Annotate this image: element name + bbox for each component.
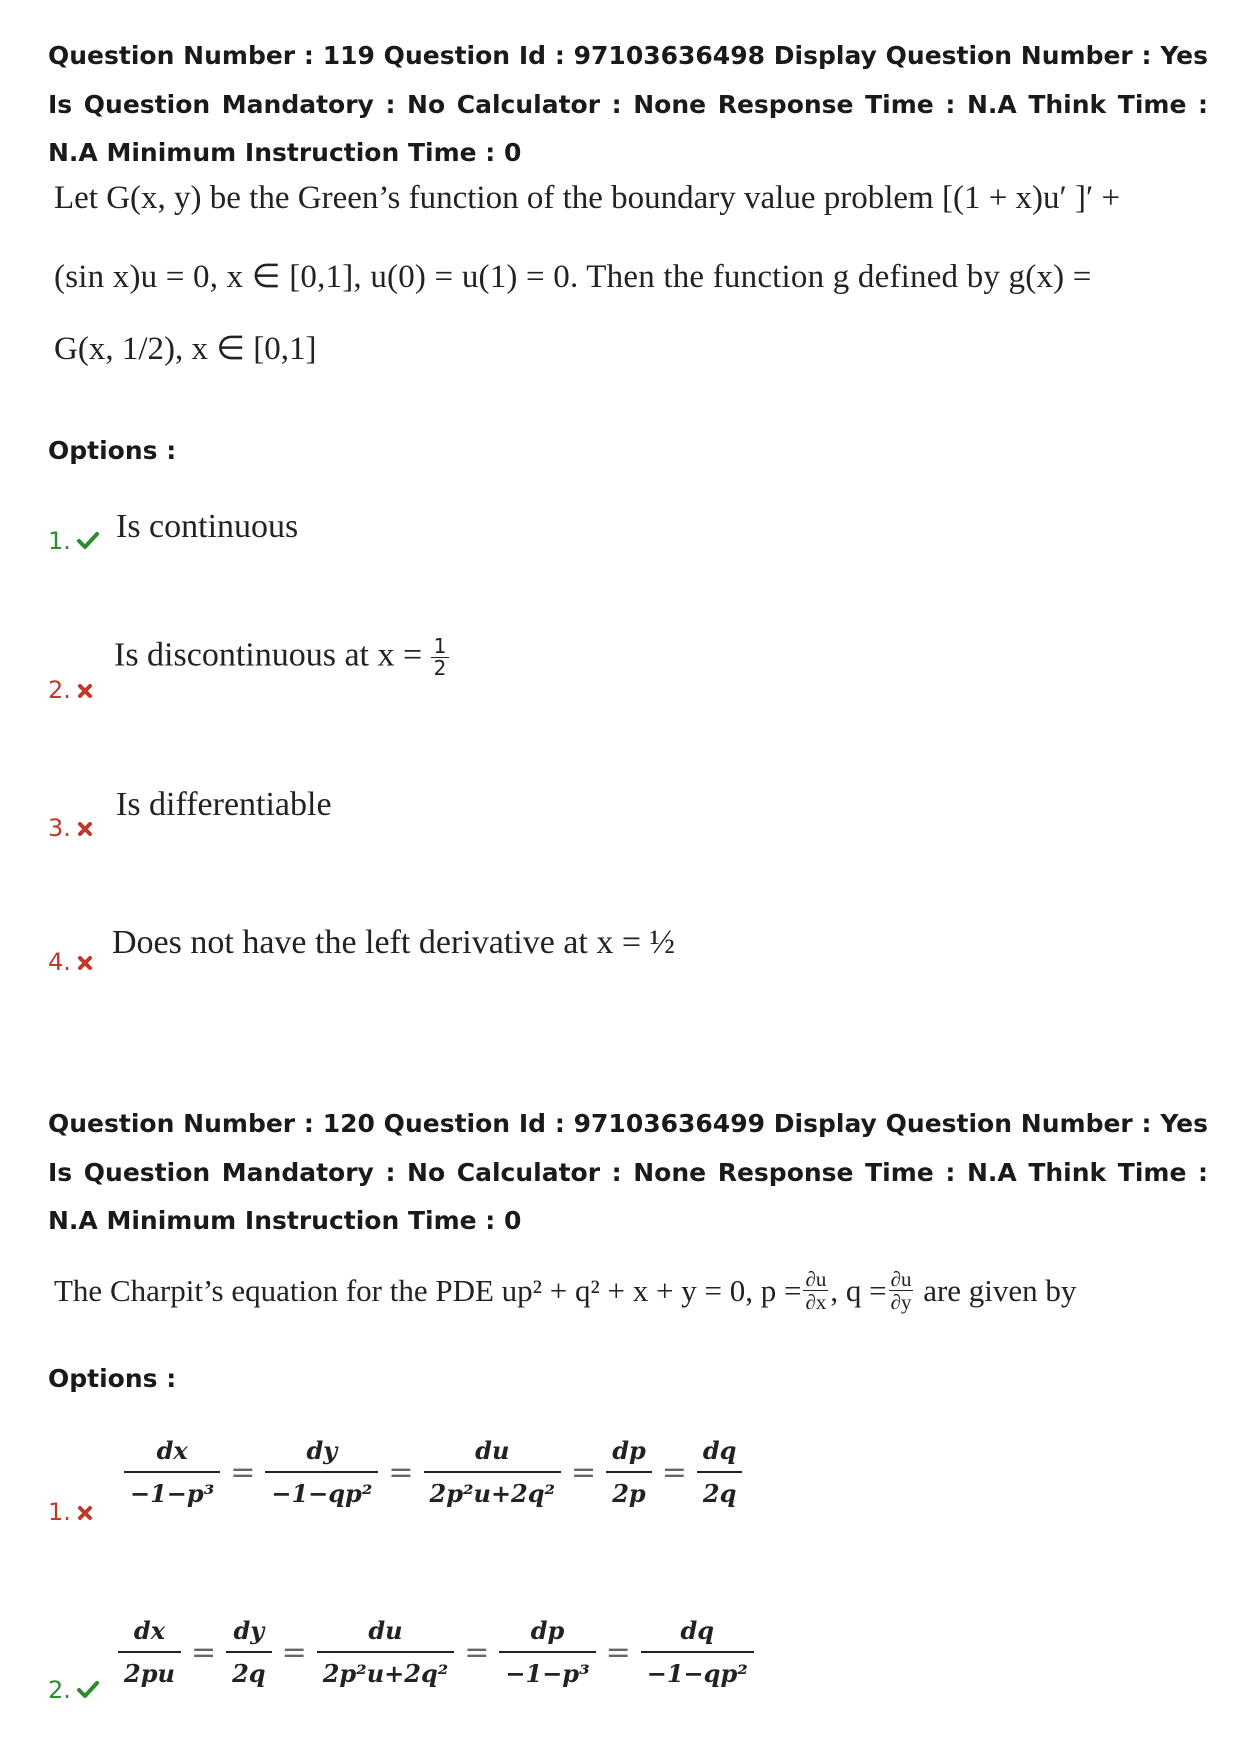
question-stem-line-3: G(x, 1/2), x ∈ [0,1] bbox=[54, 331, 317, 367]
option-text bbox=[114, 636, 449, 679]
fraction-numerator: 1 bbox=[431, 636, 450, 658]
eq-fraction bbox=[118, 1616, 181, 1688]
eq-fraction bbox=[317, 1616, 455, 1688]
eq-fraction bbox=[499, 1616, 595, 1688]
eq-numerator: dp bbox=[530, 1616, 565, 1645]
fraction-one-half bbox=[431, 636, 450, 679]
equals-sign: = bbox=[661, 1454, 687, 1490]
pd-denominator: ∂x bbox=[805, 1290, 827, 1315]
check-icon bbox=[77, 528, 99, 556]
option-number-text: 2. bbox=[48, 1676, 71, 1704]
eq-denominator: 2p²u+2q² bbox=[317, 1651, 455, 1688]
eq-fraction bbox=[226, 1616, 271, 1688]
eq-fraction bbox=[697, 1436, 743, 1508]
pd-denominator: ∂y bbox=[890, 1290, 912, 1315]
equals-sign: = bbox=[230, 1454, 256, 1490]
option-number-text: 4. bbox=[48, 948, 71, 976]
equals-sign: = bbox=[464, 1634, 490, 1670]
option-number bbox=[48, 814, 93, 843]
option-text-main: Is discontinuous at x = bbox=[114, 636, 423, 674]
check-icon bbox=[77, 1677, 99, 1705]
question-stem-line-2: (sin x)u = 0, x ∈ [0,1], u(0) = u(1) = 0. Then the function g defined by g(x) = bbox=[54, 259, 1092, 295]
eq-numerator: dx bbox=[156, 1436, 188, 1465]
eq-numerator: dq bbox=[702, 1436, 737, 1465]
eq-numerator: dy bbox=[233, 1616, 265, 1645]
pd-numerator: ∂u bbox=[805, 1267, 827, 1291]
eq-fraction bbox=[606, 1436, 652, 1508]
fraction-denominator: 2 bbox=[433, 656, 447, 680]
option-number-text: 2. bbox=[48, 676, 71, 704]
option-equation bbox=[118, 1436, 748, 1508]
partial-derivative bbox=[889, 1268, 914, 1313]
equals-sign: = bbox=[281, 1634, 307, 1670]
option-number bbox=[48, 527, 99, 556]
eq-denominator: 2q bbox=[697, 1471, 742, 1508]
stem-mid: , q = bbox=[830, 1272, 887, 1308]
option-text: Does not have the left derivative at x = ½ bbox=[112, 924, 675, 961]
option-number-text: 1. bbox=[48, 1498, 71, 1526]
equals-sign: = bbox=[571, 1454, 597, 1490]
eq-fraction bbox=[124, 1436, 220, 1508]
eq-denominator: 2p bbox=[606, 1471, 651, 1508]
option-text: Is continuous bbox=[116, 508, 299, 545]
stem-prefix: The Charpit’s equation for the PDE up² + q² + x + y = 0, p = bbox=[54, 1272, 802, 1308]
eq-fraction bbox=[424, 1436, 562, 1508]
cross-icon bbox=[77, 815, 93, 843]
eq-numerator: du bbox=[368, 1616, 403, 1645]
eq-fraction bbox=[265, 1436, 378, 1508]
equals-sign: = bbox=[605, 1634, 631, 1670]
eq-denominator: −1−p³ bbox=[124, 1471, 220, 1508]
options-label: Options : bbox=[48, 1364, 177, 1393]
question-header: Question Number : 119 Question Id : 97103636498 Display Question Number : Yes Is Question Mandatory : No Calculator : None Response Time : N.A Think Time : N.A Minimum Instruction Time : 0 bbox=[48, 41, 1208, 167]
eq-denominator: 2p²u+2q² bbox=[424, 1471, 562, 1508]
eq-denominator: −1−qp² bbox=[265, 1471, 378, 1508]
option-number-text: 3. bbox=[48, 814, 71, 842]
cross-icon bbox=[77, 949, 93, 977]
eq-denominator: −1−p³ bbox=[499, 1651, 595, 1688]
pd-numerator: ∂u bbox=[890, 1267, 912, 1291]
eq-numerator: dq bbox=[680, 1616, 715, 1645]
eq-numerator: du bbox=[475, 1436, 510, 1465]
eq-numerator: dy bbox=[306, 1436, 338, 1465]
cross-icon bbox=[77, 677, 93, 705]
question-stem-line-1: Let G(x, y) be the Green’s function of the boundary value problem [(1 + x)u′ ]′ + bbox=[54, 180, 1121, 216]
eq-fraction bbox=[641, 1616, 754, 1688]
option-equation bbox=[112, 1616, 760, 1688]
question-header: Question Number : 120 Question Id : 97103636499 Display Question Number : Yes Is Question Mandatory : No Calculator : None Response Time : N.A Think Time : N.A Minimum Instruction Time : 0 bbox=[48, 1109, 1208, 1235]
option-number bbox=[48, 676, 93, 705]
option-text: Is differentiable bbox=[116, 786, 332, 823]
option-number bbox=[48, 1498, 93, 1527]
eq-denominator: 2pu bbox=[118, 1651, 181, 1688]
partial-derivative bbox=[803, 1268, 828, 1313]
equals-sign: = bbox=[388, 1454, 414, 1490]
cross-icon bbox=[77, 1499, 93, 1527]
option-number-text: 1. bbox=[48, 527, 71, 555]
eq-numerator: dx bbox=[133, 1616, 166, 1645]
eq-numerator: dp bbox=[612, 1436, 646, 1465]
eq-denominator: −1−qp² bbox=[641, 1651, 754, 1688]
option-number bbox=[48, 948, 93, 977]
question-stem bbox=[54, 1268, 1076, 1313]
stem-suffix: are given by bbox=[915, 1272, 1077, 1308]
eq-denominator: 2q bbox=[226, 1651, 271, 1688]
equals-sign: = bbox=[190, 1634, 217, 1670]
option-number bbox=[48, 1676, 99, 1705]
options-label: Options : bbox=[48, 436, 177, 465]
